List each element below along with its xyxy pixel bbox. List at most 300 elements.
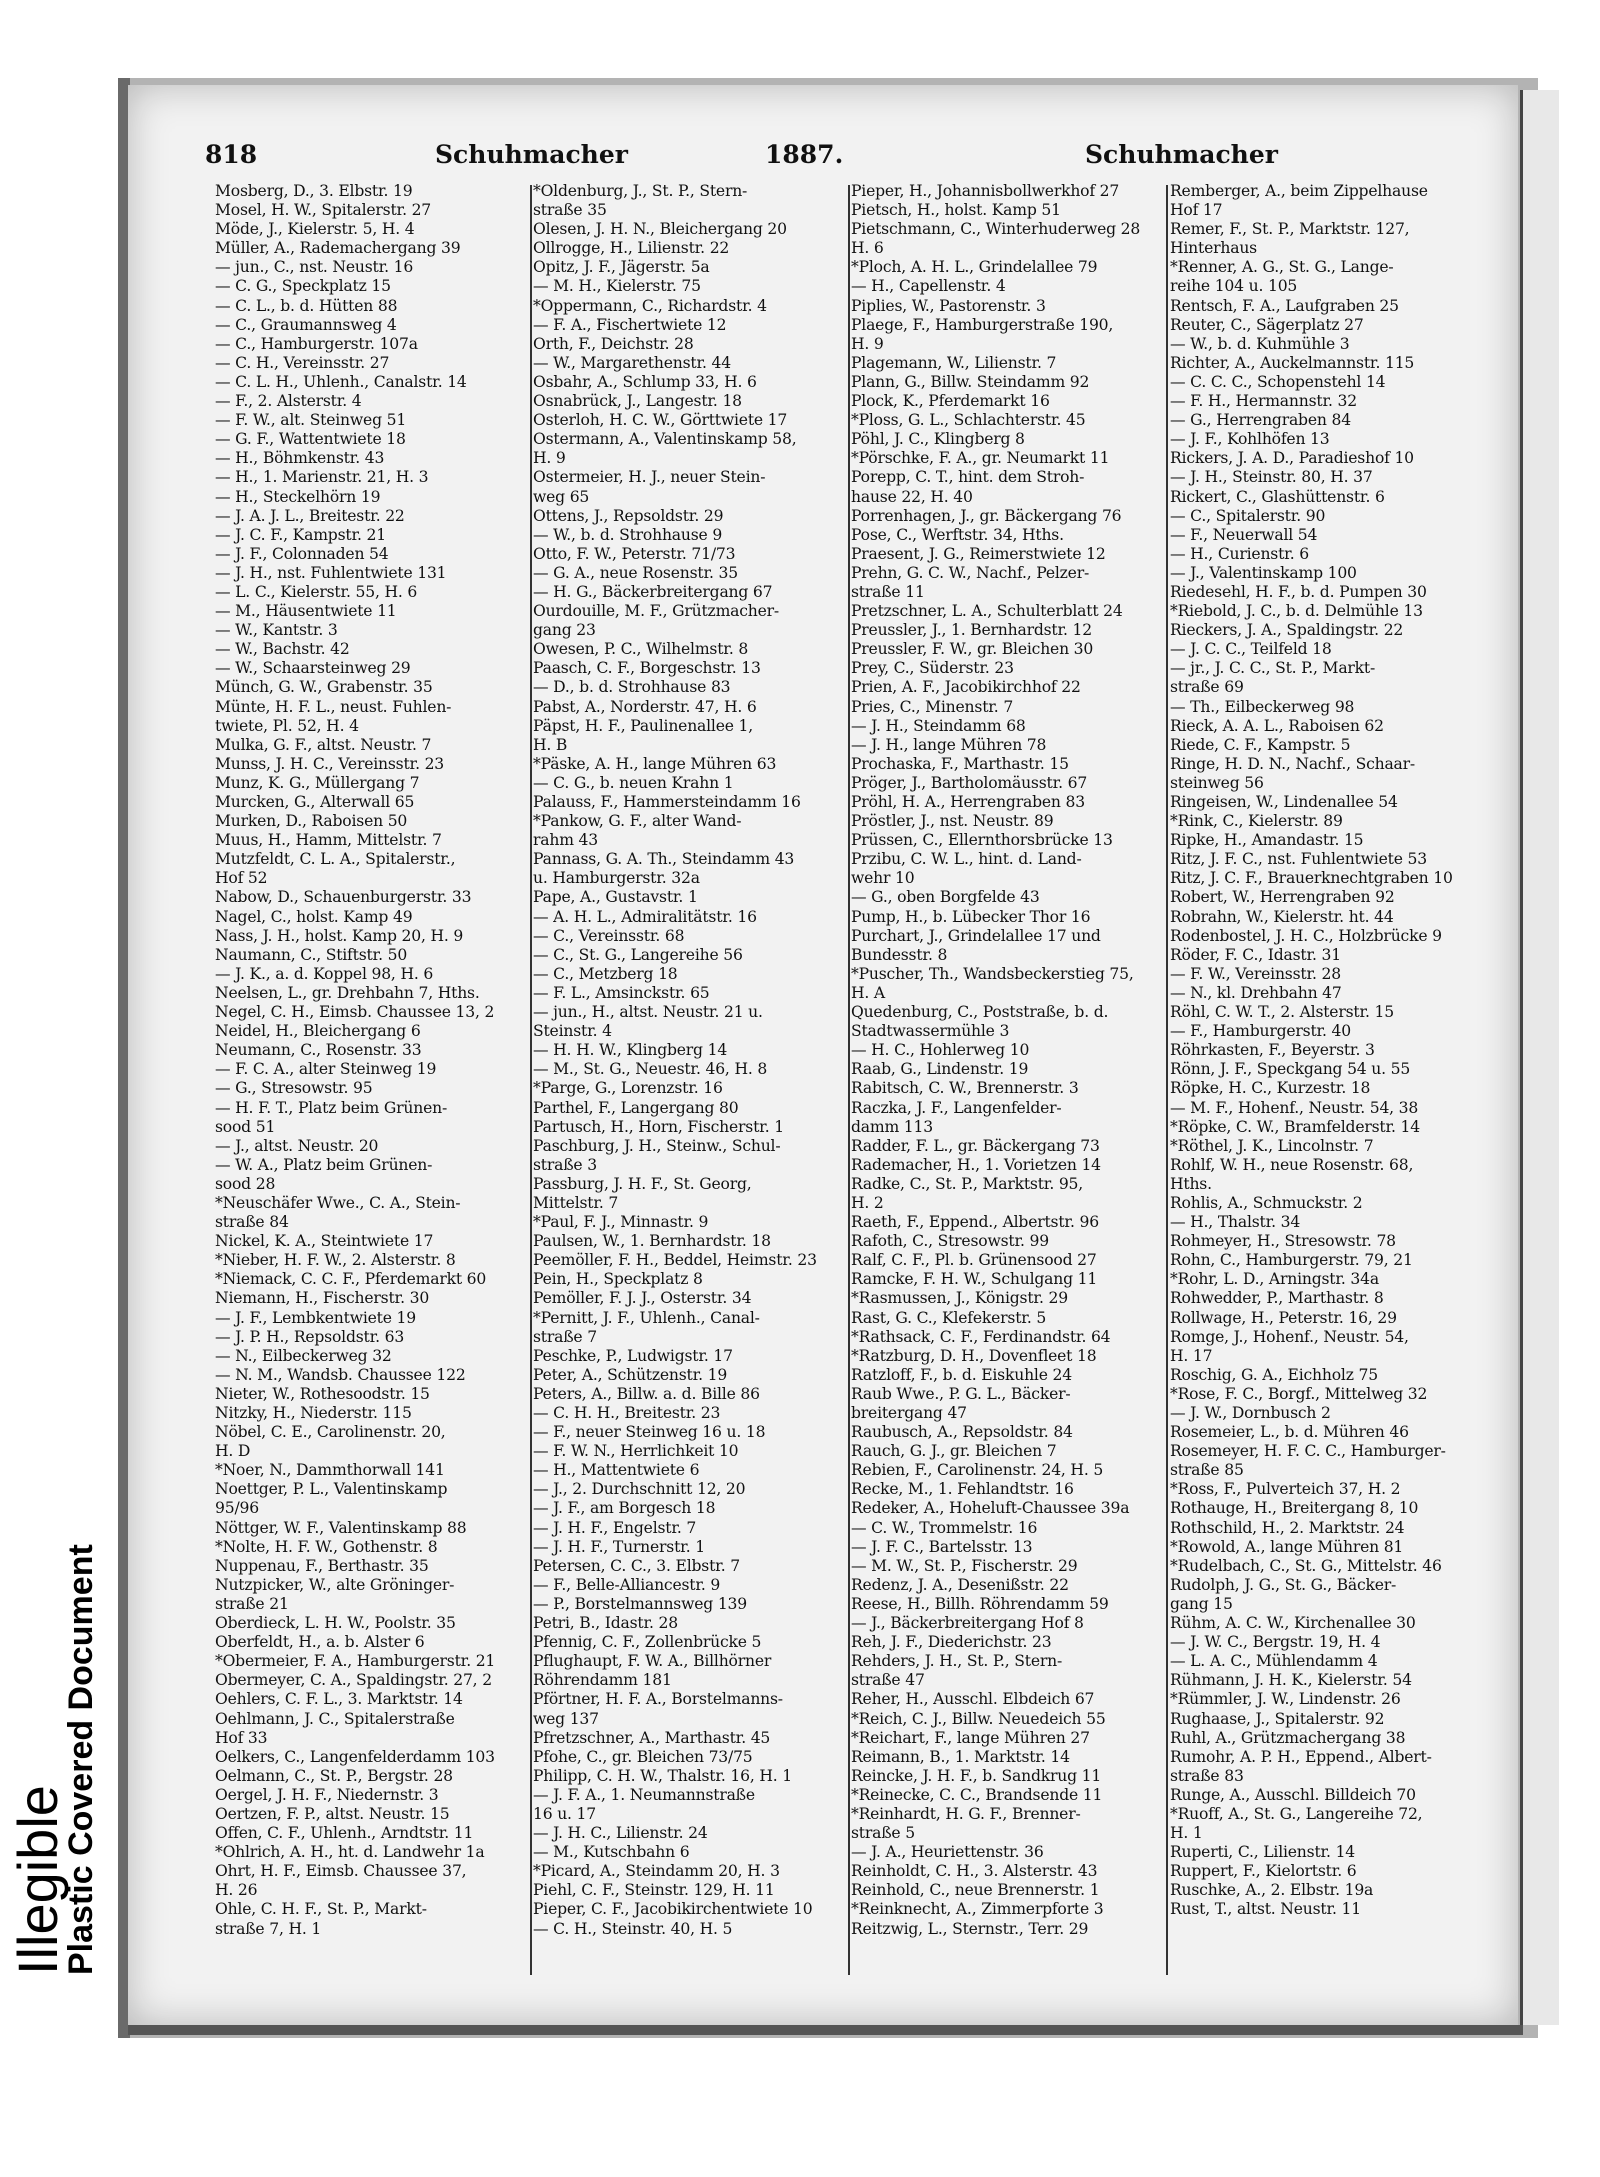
directory-entry: Paasch, C. F., Borgeschstr. 13 xyxy=(533,659,761,678)
directory-entry: — G., Stresowstr. 95 xyxy=(215,1079,373,1098)
directory-entry: *Röpke, C. W., Bramfelderstr. 14 xyxy=(1170,1117,1420,1136)
directory-entry: — L. C., Kielerstr. 55, H. 6 xyxy=(215,582,418,601)
directory-entry: Hof 17 xyxy=(1170,201,1223,220)
condition-stamp-strip xyxy=(0,0,115,2177)
directory-entry: Päpst, H. F., Paulinenallee 1, xyxy=(533,716,754,735)
directory-entry: straße 85 xyxy=(1170,1461,1244,1480)
directory-entry: — jun., C., nst. Neustr. 16 xyxy=(215,258,414,277)
directory-entry: — J. F., Kohlhöfen 13 xyxy=(1170,430,1330,449)
directory-entry: — H. C., Hohlerweg 10 xyxy=(851,1041,1030,1060)
directory-entry: sood 28 xyxy=(215,1174,276,1193)
page-number: 818 xyxy=(205,140,258,169)
directory-entry: H. 1 xyxy=(1170,1824,1203,1843)
directory-entry: Hof 33 xyxy=(215,1728,268,1747)
directory-entry: Ollrogge, H., Lilienstr. 22 xyxy=(533,239,730,258)
directory-entry: Raczka, J. F., Langenfelder- xyxy=(851,1098,1062,1117)
directory-entry: damm 113 xyxy=(851,1117,933,1136)
directory-entry: Radke, C., St. P., Marktstr. 95, xyxy=(851,1174,1084,1193)
directory-entry: *Puscher, Th., Wandsbeckerstieg 75, xyxy=(851,964,1134,983)
directory-entry: — J. H., Steindamm 68 xyxy=(851,716,1026,735)
directory-entry: Bundesstr. 8 xyxy=(851,945,948,964)
directory-column-3 xyxy=(851,182,1151,1972)
directory-entry: straße 83 xyxy=(1170,1766,1244,1785)
directory-entry: Ritz, J. F. C., nst. Fuhlentwiete 53 xyxy=(1170,850,1427,869)
directory-entry: Opitz, J. F., Jägerstr. 5a xyxy=(533,258,710,277)
directory-entry: Murcken, G., Alterwall 65 xyxy=(215,793,415,811)
directory-entry: 95/96 xyxy=(215,1499,259,1518)
directory-entry: Runge, A., Ausschl. Billdeich 70 xyxy=(1170,1785,1416,1804)
directory-entry: Röhrendamm 181 xyxy=(533,1671,672,1690)
directory-entry: — F., Hamburgerstr. 40 xyxy=(1170,1022,1352,1041)
directory-entry: Petersen, C. C., 3. Elbstr. 7 xyxy=(533,1556,740,1575)
directory-entry: Remberger, A., beim Zippelhause xyxy=(1170,182,1428,200)
directory-entry: — G. F., Wattentwiete 18 xyxy=(215,430,406,449)
directory-entry: Reinhold, C., neue Brennerstr. 1 xyxy=(851,1881,1100,1900)
directory-entry: Ostermann, A., Valentinskamp 58, xyxy=(533,430,797,449)
directory-entry: *Parge, G., Lorenzstr. 16 xyxy=(533,1079,723,1098)
directory-entry: Nitzky, H., Niederstr. 115 xyxy=(215,1404,412,1422)
directory-entry: Rohn, C., Hamburgerstr. 79, 21 xyxy=(1170,1251,1413,1270)
directory-entry: — C., Spitalerstr. 90 xyxy=(1170,506,1326,525)
directory-entry: *Nieber, H. F. W., 2. Alsterstr. 8 xyxy=(215,1251,456,1270)
directory-entry: — C. L. H., Uhlenh., Canalstr. 14 xyxy=(215,372,467,391)
directory-entry: *Röthel, J. K., Lincolnstr. 7 xyxy=(1170,1136,1374,1155)
directory-entry: Pape, A., Gustavstr. 1 xyxy=(533,888,698,907)
directory-entry: — F. H., Hermannstr. 32 xyxy=(1170,392,1357,411)
directory-entry: — W., Margarethenstr. 44 xyxy=(533,353,731,372)
directory-entry: — J. F., Colonnaden 54 xyxy=(215,544,389,563)
directory-entry: — W., Kantstr. 3 xyxy=(215,621,338,640)
directory-entry: H. B xyxy=(533,735,568,754)
directory-entry: Olesen, J. H. N., Bleichergang 20 xyxy=(533,220,787,239)
directory-entry: Hths. xyxy=(1170,1174,1212,1193)
directory-entry: Noettger, P. L., Valentinskamp xyxy=(215,1480,448,1499)
directory-entry: Röpke, H. C., Kurzestr. 18 xyxy=(1170,1079,1371,1098)
directory-entry: Nieter, W., Rothesoodstr. 15 xyxy=(215,1384,430,1403)
directory-entry: Pemöller, F. J. J., Osterstr. 34 xyxy=(533,1289,752,1308)
directory-entry: Neidel, H., Bleichergang 6 xyxy=(215,1022,421,1041)
directory-entry: Praesent, J. G., Reimerstwiete 12 xyxy=(851,544,1106,563)
directory-columns xyxy=(215,182,1460,1972)
directory-entry: *Ruoff, A., St. G., Langereihe 72, xyxy=(1170,1804,1423,1823)
directory-entry: u. Hamburgerstr. 32a xyxy=(533,869,700,888)
directory-entry: Pries, C., Minenstr. 7 xyxy=(851,697,1014,716)
directory-entry: Ratzloff, F., b. d. Eiskuhle 24 xyxy=(851,1365,1072,1384)
directory-entry: — J. H. C., Lilienstr. 24 xyxy=(533,1824,708,1843)
directory-entry: Pfretzschner, A., Marthastr. 45 xyxy=(533,1728,771,1747)
directory-entry: Rauch, G. J., gr. Bleichen 7 xyxy=(851,1442,1057,1461)
directory-entry: straße 69 xyxy=(1170,678,1244,697)
directory-entry: Preussler, F. W., gr. Bleichen 30 xyxy=(851,640,1094,659)
directory-entry: — F., Neuerwall 54 xyxy=(1170,525,1318,544)
directory-entry: Peter, A., Schützenstr. 19 xyxy=(533,1365,728,1384)
directory-entry: — jun., H., altst. Neustr. 21 u. xyxy=(533,1003,763,1022)
directory-entry: — H., Böhmkenstr. 43 xyxy=(215,449,385,468)
directory-entry: *Pörschke, F. A., gr. Neumarkt 11 xyxy=(851,449,1110,468)
directory-entry: Nöttger, W. F., Valentinskamp 88 xyxy=(215,1518,467,1537)
directory-entry: Otto, F. W., Peterstr. 71/73 xyxy=(533,544,736,563)
directory-entry: — J., Bäckerbreitergang Hof 8 xyxy=(851,1614,1084,1633)
directory-entry: Recke, M., 1. Fehlandtstr. 16 xyxy=(851,1480,1074,1499)
directory-entry: Osbahr, A., Schlump 33, H. 6 xyxy=(533,372,757,391)
directory-entry: Nabow, D., Schauenburgerstr. 33 xyxy=(215,888,472,907)
directory-entry: Rudolph, J. G., St. G., Bäcker- xyxy=(1170,1575,1397,1594)
directory-entry: — H., Capellenstr. 4 xyxy=(851,277,1006,296)
directory-entry: Raub Wwe., P. G. L., Bäcker- xyxy=(851,1384,1071,1403)
directory-entry: *Ohlrich, A. H., ht. d. Landwehr 1a xyxy=(215,1843,485,1862)
directory-entry: Ohle, C. H. F., St. P., Markt- xyxy=(215,1900,427,1919)
directory-entry: — G., oben Borgfelde 43 xyxy=(851,888,1040,907)
directory-entry: Ottens, J., Repsoldstr. 29 xyxy=(533,506,724,525)
directory-entry: H. 6 xyxy=(851,239,884,258)
directory-entry: Oehlers, C. F. L., 3. Marktstr. 14 xyxy=(215,1690,463,1709)
directory-entry: — H. G., Bäckerbreitergang 67 xyxy=(533,582,773,601)
directory-entry: Orth, F., Deichstr. 28 xyxy=(533,334,694,353)
directory-entry: Rickers, J. A. D., Paradieshof 10 xyxy=(1170,449,1414,468)
directory-entry: Paulsen, W., 1. Bernhardstr. 18 xyxy=(533,1232,771,1251)
directory-entry: Riedesehl, H. F., b. d. Pumpen 30 xyxy=(1170,582,1427,601)
directory-entry: Philipp, C. H. W., Thalstr. 16, H. 1 xyxy=(533,1766,792,1785)
directory-entry: *Rasmussen, J., Königstr. 29 xyxy=(851,1289,1068,1308)
directory-entry: Rothauge, H., Breitergang 8, 10 xyxy=(1170,1499,1419,1518)
directory-entry: Reh, J. F., Diederichstr. 23 xyxy=(851,1633,1052,1652)
directory-entry: Paschburg, J. H., Steinw., Schul- xyxy=(533,1136,781,1155)
directory-entry: *Ross, F., Pulverteich 37, H. 2 xyxy=(1170,1480,1401,1499)
directory-entry: Rohmeyer, H., Stresowstr. 78 xyxy=(1170,1232,1396,1251)
directory-entry: Radder, F. L., gr. Bäckergang 73 xyxy=(851,1136,1100,1155)
header-right-title: Schuhmacher xyxy=(1085,140,1278,169)
directory-entry: — W., Bachstr. 42 xyxy=(215,640,350,659)
directory-entry: Rast, G. C., Klefekerstr. 5 xyxy=(851,1308,1047,1327)
directory-entry: Pannass, G. A. Th., Steindamm 43 xyxy=(533,850,795,869)
directory-entry: Rollwage, H., Peterstr. 16, 29 xyxy=(1170,1308,1397,1327)
directory-entry: — C., Graumannsweg 4 xyxy=(215,315,397,334)
directory-entry: *Renner, A. G., St. G., Lange- xyxy=(1170,258,1394,277)
directory-entry: Redeker, A., Hoheluft-Chaussee 39a xyxy=(851,1499,1130,1518)
directory-entry: *Rümmler, J. W., Lindenstr. 26 xyxy=(1170,1690,1401,1709)
directory-entry: straße 84 xyxy=(215,1213,289,1232)
directory-entry: straße 35 xyxy=(533,201,607,220)
directory-entry: — J., Valentinskamp 100 xyxy=(1170,563,1357,582)
directory-entry: hause 22, H. 40 xyxy=(851,487,973,506)
directory-entry: wehr 10 xyxy=(851,869,915,888)
directory-entry: Ohrt, H. F., Eimsb. Chaussee 37, xyxy=(215,1862,467,1881)
directory-entry: Passburg, J. H. F., St. Georg, xyxy=(533,1174,752,1193)
directory-entry: Pretzschner, L. A., Schulterblatt 24 xyxy=(851,602,1123,621)
directory-entry: Pförtner, H. F. A., Borstelmanns- xyxy=(533,1690,783,1709)
directory-entry: Pietsch, H., holst. Kamp 51 xyxy=(851,201,1061,220)
next-page-edge xyxy=(1520,90,1559,2025)
directory-entry: *Rohr, L. D., Arningstr. 34a xyxy=(1170,1270,1379,1289)
directory-entry: Ripke, H., Amandastr. 15 xyxy=(1170,831,1364,850)
directory-entry: — J. H. F., Turnerstr. 1 xyxy=(533,1537,705,1556)
directory-entry: — H., 1. Marienstr. 21, H. 3 xyxy=(215,468,429,487)
directory-entry: — C. H. H., Breitestr. 23 xyxy=(533,1404,721,1422)
directory-entry: Piehl, C. F., Steinstr. 129, H. 11 xyxy=(533,1881,775,1900)
directory-entry: Osterloh, H. C. W., Görttwiete 17 xyxy=(533,411,788,430)
directory-entry: — W. A., Platz beim Grünen- xyxy=(215,1155,433,1174)
directory-entry: Rohwedder, P., Marthastr. 8 xyxy=(1170,1289,1384,1308)
directory-entry: — W., b. d. Kuhmühle 3 xyxy=(1170,334,1350,353)
directory-entry: 16 u. 17 xyxy=(533,1804,596,1823)
directory-entry: breitergang 47 xyxy=(851,1404,967,1422)
directory-entry: Pfohe, C., gr. Bleichen 73/75 xyxy=(533,1747,753,1766)
directory-entry: Reuter, C., Sägerplatz 27 xyxy=(1170,315,1364,334)
directory-entry: twiete, Pl. 52, H. 4 xyxy=(215,716,359,735)
directory-entry: Rafoth, C., Stresowstr. 99 xyxy=(851,1232,1049,1251)
directory-entry: — F. W., Vereinsstr. 28 xyxy=(1170,964,1341,983)
directory-entry: — C. W., Trommelstr. 16 xyxy=(851,1518,1038,1537)
directory-entry: Prey, C., Süderstr. 23 xyxy=(851,659,1014,678)
directory-entry: H. 26 xyxy=(215,1881,258,1900)
directory-entry: Preussler, J., 1. Bernhardstr. 12 xyxy=(851,621,1092,640)
directory-entry: — H., Thalstr. 34 xyxy=(1170,1213,1301,1232)
directory-entry: — C., Vereinsstr. 68 xyxy=(533,926,685,945)
directory-entry: — P., Borstelmannsweg 139 xyxy=(533,1594,747,1613)
directory-entry: Rughaase, J., Spitalerstr. 92 xyxy=(1170,1709,1385,1728)
directory-entry: steinweg 56 xyxy=(1170,773,1264,792)
directory-entry: Münte, H. F. L., neust. Fuhlen- xyxy=(215,697,452,716)
header-left-title: Schuhmacher xyxy=(435,140,628,169)
directory-entry: Ruppert, F., Kielortstr. 6 xyxy=(1170,1862,1357,1881)
directory-entry: Pietschmann, C., Winterhuderweg 28 xyxy=(851,220,1141,239)
directory-entry: — W., b. d. Strohhause 9 xyxy=(533,525,723,544)
directory-entry: Robrahn, W., Kielerstr. ht. 44 xyxy=(1170,907,1394,926)
directory-entry: — C., St. G., Langereihe 56 xyxy=(533,945,743,964)
directory-entry: *Picard, A., Steindamm 20, H. 3 xyxy=(533,1862,780,1881)
directory-entry: Rühm, A. C. W., Kirchenallee 30 xyxy=(1170,1614,1416,1633)
directory-entry: Romge, J., Hohenf., Neustr. 54, xyxy=(1170,1327,1409,1346)
directory-entry: Rohlf, W. H., neue Rosenstr. 68, xyxy=(1170,1155,1414,1174)
directory-entry: — J. H., nst. Fuhlentwiete 131 xyxy=(215,563,447,582)
directory-entry: Prochaska, F., Marthastr. 15 xyxy=(851,754,1069,773)
directory-entry: Nöbel, C. E., Carolinenstr. 20, xyxy=(215,1423,446,1442)
directory-entry: *Reichart, F., lange Mühren 27 xyxy=(851,1728,1090,1747)
directory-entry: — F. W., alt. Steinweg 51 xyxy=(215,411,407,430)
directory-entry: — C., Hamburgerstr. 107a xyxy=(215,334,418,353)
directory-entry: — H., Curienstr. 6 xyxy=(1170,544,1309,563)
directory-entry: Möde, J., Kielerstr. 5, H. 4 xyxy=(215,220,415,239)
directory-entry: Pröger, J., Bartholomäusstr. 67 xyxy=(851,773,1088,792)
directory-entry: Mosberg, D., 3. Elbstr. 19 xyxy=(215,182,413,200)
directory-entry: Porepp, C. T., hint. dem Stroh- xyxy=(851,468,1085,487)
directory-entry: Pose, C., Werftstr. 34, Hths. xyxy=(851,525,1064,544)
directory-entry: Pröhl, H. A., Herrengraben 83 xyxy=(851,793,1085,811)
directory-entry: — L. A. C., Mühlendamm 4 xyxy=(1170,1652,1378,1671)
directory-entry: — H., Steckelhörn 19 xyxy=(215,487,381,506)
directory-entry: weg 65 xyxy=(533,487,590,506)
directory-entry: Oertzen, F. P., altst. Neustr. 15 xyxy=(215,1804,450,1823)
directory-entry: Rumohr, A. P. H., Eppend., Albert- xyxy=(1170,1747,1432,1766)
directory-entry: — M. F., Hohenf., Neustr. 54, 38 xyxy=(1170,1098,1419,1117)
directory-entry: *Rudelbach, C., St. G., Mittelstr. 46 xyxy=(1170,1556,1442,1575)
directory-entry: Ostermeier, H. J., neuer Stein- xyxy=(533,468,766,487)
directory-entry: Pabst, A., Norderstr. 47, H. 6 xyxy=(533,697,757,716)
directory-entry: — G., Herrengraben 84 xyxy=(1170,411,1351,430)
directory-entry: Remer, F., St. P., Marktstr. 127, xyxy=(1170,220,1410,239)
directory-entry: — J. W. C., Bergstr. 19, H. 4 xyxy=(1170,1633,1381,1652)
directory-entry: Reese, H., Billh. Röhrendamm 59 xyxy=(851,1594,1109,1613)
directory-entry: weg 137 xyxy=(533,1709,599,1728)
directory-entry: gang 15 xyxy=(1170,1594,1233,1613)
directory-entry: — J. C. F., Kampstr. 21 xyxy=(215,525,386,544)
directory-entry: Muus, H., Hamm, Mittelstr. 7 xyxy=(215,831,442,850)
directory-entry: Steinstr. 4 xyxy=(533,1022,612,1041)
directory-entry: — D., b. d. Strohhause 83 xyxy=(533,678,731,697)
directory-entry: Parthel, F., Langergang 80 xyxy=(533,1098,739,1117)
directory-entry: Nutzpicker, W., alte Gröninger- xyxy=(215,1575,455,1594)
directory-entry: Palauss, F., Hammersteindamm 16 xyxy=(533,793,801,811)
page-bottom-edge xyxy=(128,2025,1523,2035)
directory-entry: Rönn, J. F., Speckgang 54 u. 55 xyxy=(1170,1060,1411,1079)
directory-entry: straße 11 xyxy=(851,582,925,601)
directory-entry: *Ploss, G. L., Schlachterstr. 45 xyxy=(851,411,1086,430)
directory-entry: H. 9 xyxy=(851,334,884,353)
directory-column-1 xyxy=(215,182,515,1972)
directory-entry: — J., altst. Neustr. 20 xyxy=(215,1136,379,1155)
directory-entry: *Rowold, A., lange Mühren 81 xyxy=(1170,1537,1404,1556)
directory-entry: *Reinecke, C. C., Brandsende 11 xyxy=(851,1785,1103,1804)
directory-entry: — Th., Eilbeckerweg 98 xyxy=(1170,697,1355,716)
directory-entry: Hinterhaus xyxy=(1170,239,1257,258)
directory-entry: gang 23 xyxy=(533,621,596,640)
directory-entry: Reimann, B., 1. Marktstr. 14 xyxy=(851,1747,1070,1766)
directory-entry: Reinholdt, C. H., 3. Alsterstr. 43 xyxy=(851,1862,1098,1881)
directory-entry: Prehn, G. C. W., Nachf., Pelzer- xyxy=(851,563,1090,582)
directory-entry: Osnabrück, J., Langestr. 18 xyxy=(533,392,742,411)
directory-entry: straße 7 xyxy=(533,1327,597,1346)
directory-entry: — M. W., St. P., Fischerstr. 29 xyxy=(851,1556,1078,1575)
directory-entry: Petri, B., Idastr. 28 xyxy=(533,1614,678,1633)
directory-entry: Peemöller, F. H., Beddel, Heimstr. 23 xyxy=(533,1251,817,1270)
directory-entry: *Pernitt, J. F., Uhlenh., Canal- xyxy=(533,1308,760,1327)
directory-entry: — N., Eilbeckerweg 32 xyxy=(215,1346,392,1365)
directory-entry: *Rathsack, C. F., Ferdinandstr. 64 xyxy=(851,1327,1111,1346)
directory-entry: *Reinknecht, A., Zimmerpforte 3 xyxy=(851,1900,1104,1919)
directory-entry: Mittelstr. 7 xyxy=(533,1193,619,1212)
directory-entry: — F. C. A., alter Steinweg 19 xyxy=(215,1060,437,1079)
directory-entry: Rentsch, F. A., Laufgraben 25 xyxy=(1170,296,1399,315)
directory-entry: Peters, A., Billw. a. d. Bille 86 xyxy=(533,1384,760,1403)
illegible-stamp: Illegible xyxy=(6,1785,69,1975)
directory-entry: Neumann, C., Rosenstr. 33 xyxy=(215,1041,422,1060)
directory-entry: — H. H. W., Klingberg 14 xyxy=(533,1041,728,1060)
directory-entry: Rühmann, J. H. K., Kielerstr. 54 xyxy=(1170,1671,1412,1690)
directory-entry: Röder, F. C., Idastr. 31 xyxy=(1170,945,1341,964)
directory-entry: Pöhl, J. C., Klingberg 8 xyxy=(851,430,1025,449)
directory-entry: Nass, J. H., holst. Kamp 20, H. 9 xyxy=(215,926,464,945)
directory-entry: H. 17 xyxy=(1170,1346,1213,1365)
directory-entry: — F., neuer Steinweg 16 u. 18 xyxy=(533,1423,766,1442)
directory-entry: Rodenbostel, J. H. C., Holzbrücke 9 xyxy=(1170,926,1442,945)
directory-entry: — J. H., lange Mühren 78 xyxy=(851,735,1047,754)
directory-entry: Raeth, F., Eppend., Albertstr. 96 xyxy=(851,1213,1099,1232)
directory-entry: Hof 52 xyxy=(215,869,268,888)
directory-entry: — J. H. F., Engelstr. 7 xyxy=(533,1518,697,1537)
directory-entry: H. 2 xyxy=(851,1193,884,1212)
directory-entry: Rebien, F., Carolinenstr. 24, H. 5 xyxy=(851,1461,1104,1480)
directory-entry: — W., Schaarsteinweg 29 xyxy=(215,659,411,678)
directory-entry: Ourdouille, M. F., Grützmacher- xyxy=(533,602,779,621)
directory-entry: — J. P. H., Repsoldstr. 63 xyxy=(215,1327,405,1346)
directory-entry: Pump, H., b. Lübecker Thor 16 xyxy=(851,907,1091,926)
directory-entry: straße 7, H. 1 xyxy=(215,1919,322,1938)
directory-entry: Raab, G., Lindenstr. 19 xyxy=(851,1060,1029,1079)
directory-entry: Prien, A. F., Jacobikirchhof 22 xyxy=(851,678,1081,697)
directory-entry: *Neuschäfer Wwe., C. A., Stein- xyxy=(215,1193,461,1212)
directory-entry: Oergel, J. H. F., Niedernstr. 3 xyxy=(215,1785,439,1804)
directory-entry: — J. A., Heuriettenstr. 36 xyxy=(851,1843,1044,1862)
directory-entry: straße 5 xyxy=(851,1824,915,1843)
directory-entry: Mosel, H. W., Spitalerstr. 27 xyxy=(215,201,432,220)
directory-entry: — M. H., Kielerstr. 75 xyxy=(533,277,701,296)
directory-entry: — H. F. T., Platz beim Grünen- xyxy=(215,1098,448,1117)
header-year: 1887. xyxy=(765,140,844,169)
directory-entry: Nagel, C., holst. Kamp 49 xyxy=(215,907,413,926)
directory-entry: Pflughaupt, F. W. A., Billhörner xyxy=(533,1652,772,1671)
directory-entry: Müller, A., Rademachergang 39 xyxy=(215,239,461,258)
directory-entry: sood 51 xyxy=(215,1117,276,1136)
directory-entry: — J. F. C., Bartelsstr. 13 xyxy=(851,1537,1033,1556)
directory-entry: — F. A., Fischertwiete 12 xyxy=(533,315,727,334)
directory-entry: Mulka, G. F., altst. Neustr. 7 xyxy=(215,735,432,754)
directory-entry: Rabitsch, C. W., Brennerstr. 3 xyxy=(851,1079,1079,1098)
directory-entry: Pein, H., Speckplatz 8 xyxy=(533,1270,703,1289)
directory-entry: — C. G., Speckplatz 15 xyxy=(215,277,391,296)
directory-entry: Ruhl, A., Grützmachergang 38 xyxy=(1170,1728,1406,1747)
directory-entry: Oehlmann, J. C., Spitalerstraße xyxy=(215,1709,455,1728)
directory-entry: — J. W., Dornbusch 2 xyxy=(1170,1404,1331,1422)
directory-entry: Rickert, C., Glashüttenstr. 6 xyxy=(1170,487,1385,506)
directory-entry: *Rink, C., Kielerstr. 89 xyxy=(1170,812,1343,831)
directory-entry: Ritz, J. C. F., Brauerknechtgraben 10 xyxy=(1170,869,1453,888)
directory-entry: — F. W. N., Herrlichkeit 10 xyxy=(533,1442,739,1461)
plastic-covered-stamp: Plastic Covered Document xyxy=(62,1544,100,1975)
directory-entry: Nickel, K. A., Steintwiete 17 xyxy=(215,1232,434,1251)
directory-entry: — N. M., Wandsb. Chaussee 122 xyxy=(215,1365,466,1384)
directory-entry: Oberfeldt, H., a. b. Alster 6 xyxy=(215,1633,425,1652)
directory-entry: Reher, H., Ausschl. Elbdeich 67 xyxy=(851,1690,1095,1709)
directory-entry: — J. F., Lembkentwiete 19 xyxy=(215,1308,416,1327)
directory-entry: H. D xyxy=(215,1442,251,1461)
directory-entry: straße 21 xyxy=(215,1594,289,1613)
directory-entry: — jr., J. C. C., St. P., Markt- xyxy=(1170,659,1376,678)
directory-entry: Ruschke, A., 2. Elbstr. 19a xyxy=(1170,1881,1374,1900)
directory-entry: straße 3 xyxy=(533,1155,597,1174)
directory-entry: Partusch, H., Horn, Fischerstr. 1 xyxy=(533,1117,784,1136)
directory-entry: *Reich, C. J., Billw. Neuedeich 55 xyxy=(851,1709,1106,1728)
directory-column-4 xyxy=(1170,182,1470,1972)
directory-entry: — J. F. A., 1. Neumannstraße xyxy=(533,1785,755,1804)
directory-entry: *Obermeier, F. A., Hamburgerstr. 21 xyxy=(215,1652,496,1671)
directory-entry: Nuppenau, F., Berthastr. 35 xyxy=(215,1556,429,1575)
directory-entry: Pröstler, J., nst. Neustr. 89 xyxy=(851,812,1054,831)
directory-entry: — J. C. C., Teilfeld 18 xyxy=(1170,640,1332,659)
directory-entry: Plock, K., Pferdemarkt 16 xyxy=(851,392,1050,411)
directory-entry: Redenz, J. A., Desenißstr. 22 xyxy=(851,1575,1069,1594)
directory-entry: Oberdieck, L. H. W., Poolstr. 35 xyxy=(215,1614,456,1633)
directory-entry: Roschig, G. A., Eichholz 75 xyxy=(1170,1365,1378,1384)
directory-entry: Riede, C. F., Kampstr. 5 xyxy=(1170,735,1351,754)
directory-entry: — J. H., Steinstr. 80, H. 37 xyxy=(1170,468,1373,487)
directory-entry: Pieper, C. F., Jacobikirchentwiete 10 xyxy=(533,1900,813,1919)
directory-entry: Naumann, C., Stiftstr. 50 xyxy=(215,945,408,964)
directory-entry: Plann, G., Billw. Steindamm 92 xyxy=(851,372,1090,391)
directory-entry: Quedenburg, C., Poststraße, b. d. xyxy=(851,1003,1109,1022)
directory-entry: Robert, W., Herrengraben 92 xyxy=(1170,888,1395,907)
directory-entry: Peschke, P., Ludwigstr. 17 xyxy=(533,1346,733,1365)
directory-entry: Rosemeier, L., b. d. Mühren 46 xyxy=(1170,1423,1409,1442)
